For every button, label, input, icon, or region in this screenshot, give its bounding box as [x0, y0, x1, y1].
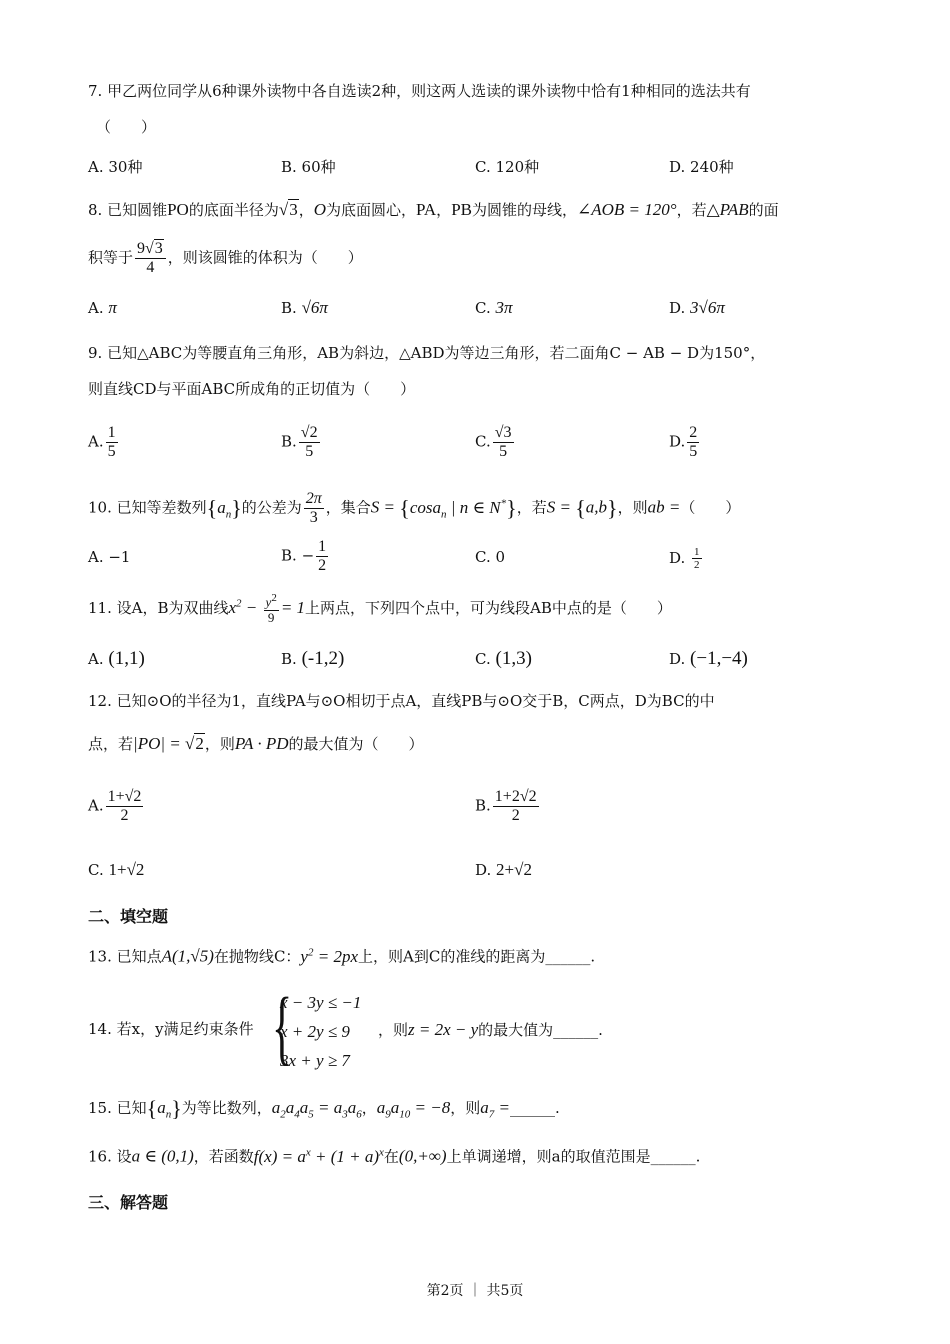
page-footer: 第2页 ｜ 共5页 — [426, 1283, 524, 1299]
q9-option-b: B. $\frac{√2}{5}$ — [281, 424, 318, 460]
q9-option-c: C. $\frac{√3}{5}$ — [475, 424, 512, 460]
q15-stem: 15. 已知$\{a_n\}$为等比数列，$a_2a_4a_5 = a_3a_6$，$a_9a_{10} = -8$，则$a_7$ =______. — [88, 1096, 560, 1121]
q11-option-b: B. (-1,2) — [281, 648, 345, 669]
q12-option-b: B. $\frac{1+2√2}{2}$ — [475, 788, 537, 824]
q8-stem-line1: 8. 已知圆锥PO的底面半径为√3，O为底面圆心，PA，PB为圆锥的母线，∠AOB = 120°，若△PAB的面 — [88, 200, 779, 219]
q11-option-d: D. (−1,−4) — [669, 648, 748, 669]
q11-stem: 11. 设A，B为双曲线$x^2$ − $\frac{y^2}{9}$ = 1上两点，下列四个点中，可为线段AB中点的是（ ） — [88, 592, 672, 625]
q7-stem: 7. 甲乙两位同学从6种课外读物中各自选读2种，则这两人选读的课外读物中恰有1种相同的选法共有 — [88, 82, 751, 100]
q14-stem-left: 14. 若x，y满足约束条件 — [88, 1020, 254, 1038]
q10-option-d: D. $\frac{1}{2}$ — [669, 546, 700, 572]
q10-option-c: C. 0 — [475, 548, 506, 566]
q10-option-b: B. − $\frac{1}{2}$ — [281, 538, 327, 574]
q12-stem-line1: 12. 已知⊙O的半径为1，直线PA与⊙O相切于点A，直线PB与⊙O交于B，C两点，D为BC的中 — [88, 692, 715, 710]
q9-option-a: A. $\frac{1}{5}$ — [88, 424, 116, 460]
q7-option-d: D. 240种 — [669, 158, 734, 176]
q12-stem-line2: 点，若|PO| = √2，则PA · PD的最大值为（ ） — [88, 734, 424, 753]
q12-option-a: A. $\frac{1+√2}{2}$ — [88, 788, 142, 824]
q8-option-c: C. 3π — [475, 298, 513, 317]
q14-brace: { — [272, 981, 293, 1074]
q9-stem-line1: 9. 已知△ABC为等腰直角三角形，AB为斜边，△ABD为等边三角形，若二面角C − AB − D为150°， — [88, 344, 766, 362]
q7-option-b: B. 60种 — [281, 158, 336, 176]
q10-stem: 10. 已知等差数列$\{a_n\}$的公差为 $\frac{2\pi}{3}$ ，集合S = {cosa$_n$ | n ∈ N*}，若S = {a,b}，则ab =（ ） — [88, 490, 741, 526]
q7-option-a: A. 30种 — [88, 158, 143, 176]
q8-option-b: B. √6π — [281, 298, 328, 317]
q7-paren: （ ） — [96, 118, 157, 136]
q11-option-a: A. (1,1) — [88, 648, 145, 669]
q11-option-c: C. (1,3) — [475, 648, 532, 669]
q8-option-d: D. 3√6π — [669, 298, 725, 317]
q9-option-d: D. $\frac{2}{5}$ — [669, 424, 698, 460]
q12-option-d: D. 2+√2 — [475, 860, 532, 879]
q7-option-c: C. 120种 — [475, 158, 540, 176]
q12-option-c: C. 1+√2 — [88, 860, 145, 879]
q13-stem: 13. 已知点A(1,√5)在抛物线C：$y^2 = 2px$上，则A到C的准线的距离为______. — [88, 946, 596, 966]
q16-stem: 16. 设a ∈ (0,1)，若函数$f(x) = a^x + (1 + a)^x$在(0,+∞)上单调递增，则a的取值范围是______. — [88, 1146, 701, 1166]
q10-option-a: A. −1 — [88, 548, 131, 566]
q14-constraints: x − 3y ≤ −1 x + 2y ≤ 9 3x + y ≥ 7 — [280, 993, 362, 1070]
section-fill-in-heading: 二、填空题 — [88, 907, 169, 926]
q8-area-fraction: $\frac{9√3}{4}$ — [135, 240, 166, 277]
q9-stem-line2: 则直线CD与平面ABC所成角的正切值为（ ） — [88, 380, 416, 398]
q8-option-a: A. π — [88, 298, 117, 317]
section-answer-heading: 三、解答题 — [88, 1193, 169, 1212]
q14-stem-right: ，则z = 2x − y的最大值为______. — [378, 1020, 603, 1039]
q8-stem-line2: 积等于 $\frac{9√3}{4}$ ，则该圆锥的体积为（ ） — [88, 240, 363, 276]
